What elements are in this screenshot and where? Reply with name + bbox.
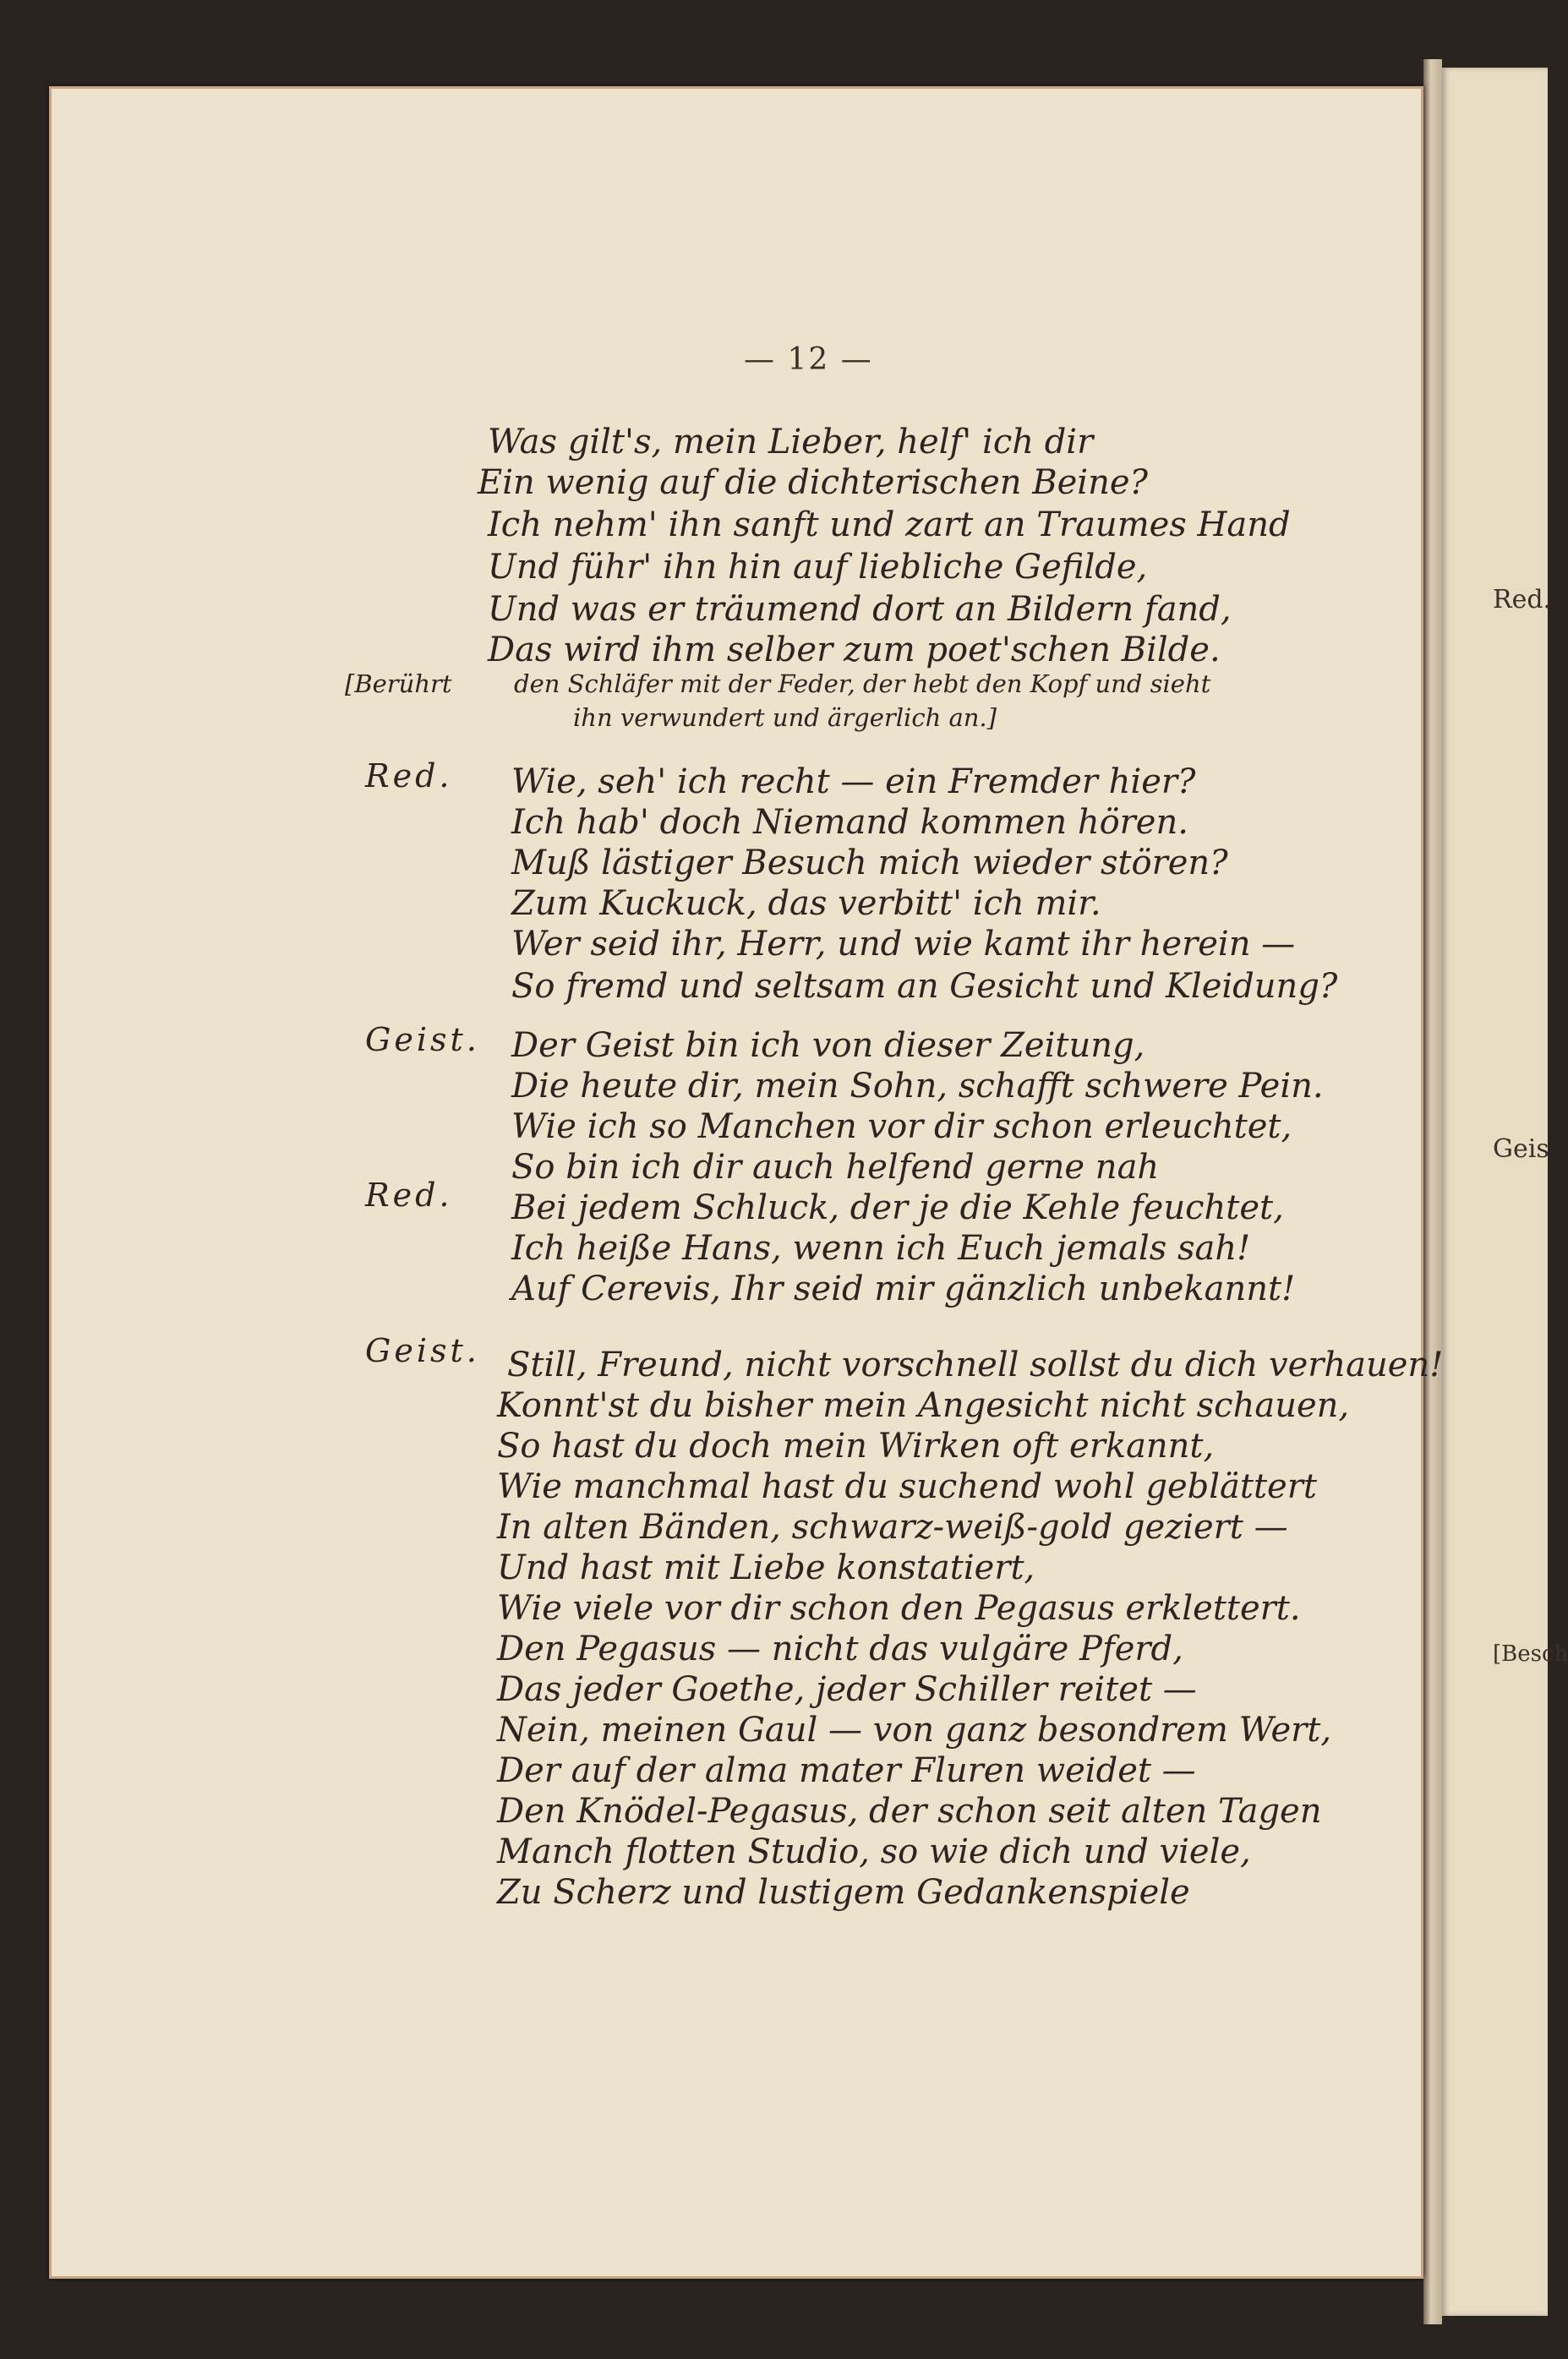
verse-line: Muß lästiger Besuch mich wieder stören? — [511, 844, 1228, 882]
stage-direction-bracket: [Berührt — [345, 669, 452, 698]
stage-direction-line: den Schläfer mit der Feder, der hebt den Kopf und sieht — [514, 669, 1211, 698]
book-gutter — [1423, 59, 1442, 2324]
verse-line: Ich hab' doch Niemand kommen hören. — [511, 803, 1188, 842]
speaker-label: Red. — [365, 1177, 453, 1214]
verse-line: Den Knödel-Pegasus, der schon seit alten Tagen — [497, 1792, 1322, 1831]
verse-line: So bin ich dir auch helfend gerne nah — [511, 1148, 1160, 1187]
stage-direction-line: ihn verwundert und ärgerlich an.] — [573, 703, 997, 732]
facing-page-edge — [1442, 68, 1568, 2316]
speaker-label: Red. — [365, 757, 453, 795]
verse-line: Wie viele vor dir schon den Pegasus erklettert. — [497, 1589, 1301, 1628]
verse-line: Ein wenig auf die dichterischen Beine? — [478, 463, 1148, 502]
speaker-label: Geist. — [365, 1332, 480, 1369]
page-number: — 12 — — [744, 342, 873, 377]
speaker-label: Geist. — [365, 1021, 480, 1058]
verse-line: Der Geist bin ich von dieser Zeitung, — [511, 1026, 1145, 1065]
verse-line: Auf Cerevis, Ihr seid mir gänzlich unbekannt! — [511, 1270, 1296, 1308]
verse-line: Zu Scherz und lustigem Gedankenspiele — [497, 1873, 1190, 1912]
facing-page-fragment: Red. — [1493, 585, 1552, 614]
verse-line: So fremd und seltsam an Gesicht und Kleidung? — [511, 967, 1338, 1006]
verse-line: Bei jedem Schluck, der je die Kehle feuchtet, — [511, 1188, 1284, 1227]
verse-line: Die heute dir, mein Sohn, schafft schwere Pein. — [511, 1067, 1324, 1106]
verse-line: Und was er träumend dort an Bildern fand, — [488, 590, 1232, 629]
verse-line: So hast du doch mein Wirken oft erkannt, — [497, 1427, 1215, 1466]
verse-line: Wie manchmal hast du suchend wohl geblättert — [497, 1467, 1317, 1506]
verse-line: Ich heiße Hans, wenn ich Euch jemals sah! — [511, 1229, 1251, 1268]
verse-line: Konnt'st du bisher mein Angesicht nicht schauen, — [497, 1386, 1350, 1425]
verse-line: Und führ' ihn hin auf liebliche Gefilde, — [488, 548, 1148, 587]
verse-line: Der auf der alma mater Fluren weidet — — [497, 1751, 1196, 1790]
facing-page-fragment: Geis — [1493, 1134, 1549, 1164]
verse-line: Das jeder Goethe, jeder Schiller reitet — — [497, 1670, 1197, 1709]
verse-line: Was gilt's, mein Lieber, helf' ich dir — [488, 423, 1094, 461]
verse-line: Wie ich so Manchen vor dir schon erleuchtet, — [511, 1107, 1292, 1146]
verse-line: Das wird ihm selber zum poet'schen Bilde. — [488, 631, 1221, 669]
verse-line: Ich nehm' ihn sanft und zart an Traumes Hand — [488, 505, 1291, 544]
verse-line: Nein, meinen Gaul — von ganz besondrem Wert, — [497, 1711, 1332, 1750]
verse-line: In alten Bänden, schwarz-weiß-gold geziert — — [497, 1508, 1288, 1547]
verse-line: Wer seid ihr, Herr, und wie kamt ihr herein — — [511, 925, 1296, 964]
verse-line: Wie, seh' ich recht — ein Fremder hier? — [511, 762, 1196, 801]
verse-line: Den Pegasus — nicht das vulgäre Pferd, — [497, 1630, 1183, 1668]
verse-line: Und hast mit Liebe konstatiert, — [497, 1548, 1035, 1587]
facing-page-fragment: [Besch — [1493, 1641, 1568, 1667]
verse-line: Still, Freund, nicht vorschnell sollst du dich verhauen! — [507, 1346, 1444, 1384]
verse-line: Manch flotten Studio, so wie dich und viele, — [497, 1832, 1251, 1871]
verse-line: Zum Kuckuck, das verbitt' ich mir. — [511, 884, 1101, 923]
